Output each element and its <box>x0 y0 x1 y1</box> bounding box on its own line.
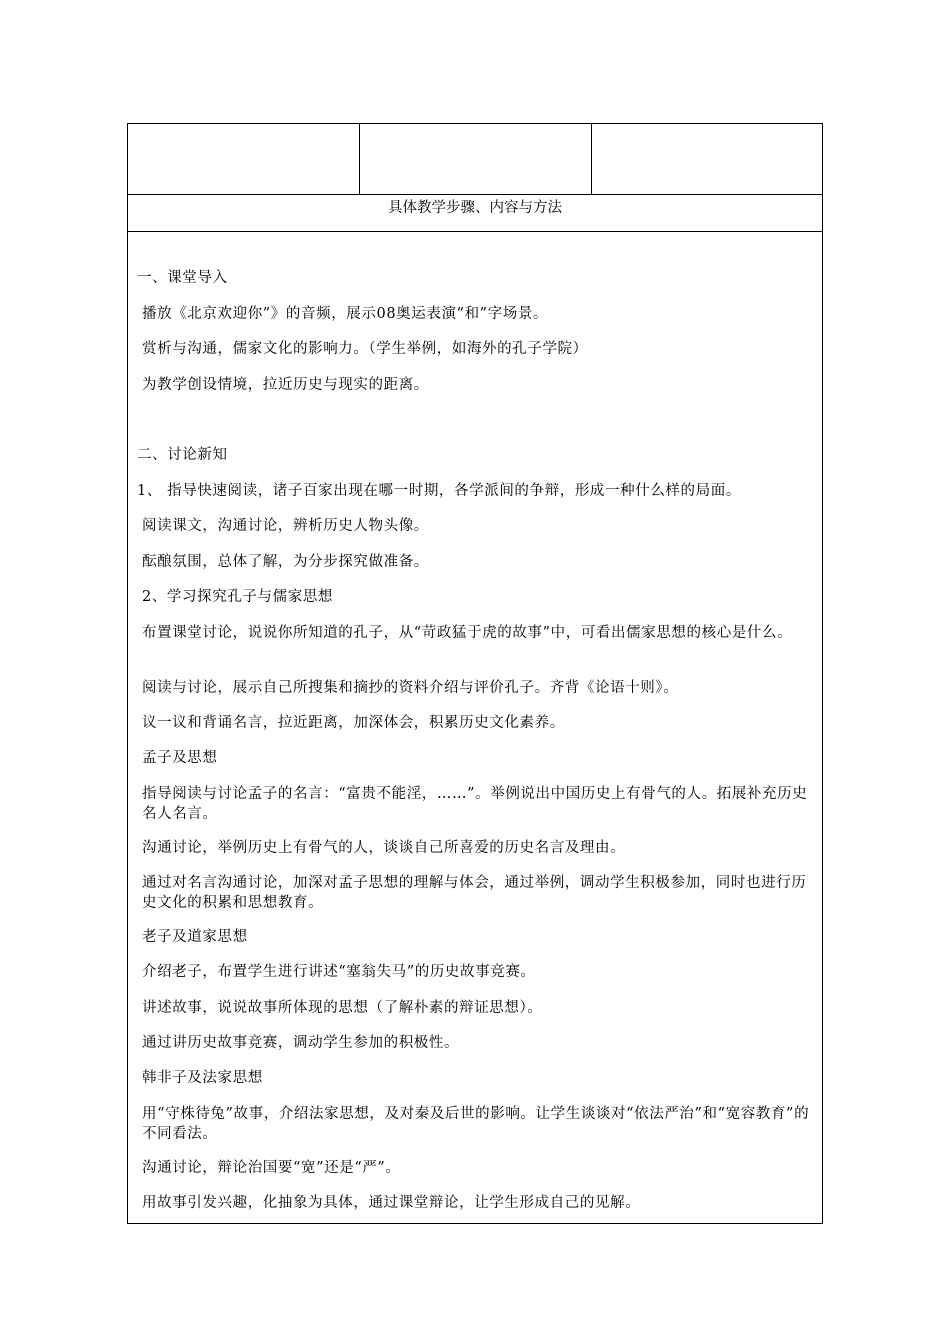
lesson-plan-table <box>127 123 823 1224</box>
subheading-laozi: 老子及道家思想 <box>142 929 248 945</box>
empty-cell-1 <box>128 124 360 194</box>
empty-cell-2 <box>360 124 592 194</box>
paragraph: 布置课堂讨论，说说你所知道的孔子，从“苛政猛于虎的故事”中，可看出儒家思想的核心是什么。 <box>142 625 793 641</box>
paragraph: 阅读课文，沟通讨论，辨析历史人物头像。 <box>142 518 429 534</box>
paragraph: 阅读与讨论，展示自己所搜集和摘抄的资料介绍与评价孔子。齐背《论语十则》。 <box>142 680 679 696</box>
section-header: 具体教学步骤、内容与方法 <box>128 195 822 232</box>
paragraph: 用“守株待兔”故事，介绍法家思想，及对秦及后世的影响。让学生谈谈对“依法严治”和“宽容教育”的不同看法。 <box>142 1106 810 1142</box>
paragraph: 讲述故事，说说故事所体现的思想（了解朴素的辩证思想）。 <box>142 1000 543 1016</box>
subheading-confucius: 2、学习探究孔子与儒家思想 <box>142 589 334 605</box>
paragraph: 议一议和背诵名言，拉近距离，加深体会，积累历史文化素养。 <box>142 715 565 731</box>
subheading-hanfeizi: 韩非子及法家思想 <box>142 1070 263 1086</box>
paragraph: 通过讲历史故事竞赛，调动学生参加的积极性。 <box>142 1035 460 1051</box>
heading-discussion: 二、讨论新知 <box>137 447 228 463</box>
heading-class-intro: 一、课堂导入 <box>137 270 228 286</box>
paragraph: 酝酿氛围，总体了解，为分步探究做准备。 <box>142 554 429 570</box>
paragraph: 播放《北京欢迎你”》的音频，展示08奥运表演“和”字场景。 <box>142 306 549 322</box>
paragraph: 1、 指导快速阅读，诸子百家出现在哪一时期，各学派间的争辩，形成一种什么样的局面。 <box>137 483 741 499</box>
paragraph: 通过对名言沟通讨论，加深对孟子思想的理解与体会，通过举例，调动学生积极参加，同时也进行历史文化的积累和思想教育。 <box>142 875 807 911</box>
paragraph: 沟通讨论，举例历史上有骨气的人，谈谈自己所喜爱的历史名言及理由。 <box>142 840 626 856</box>
paragraph: 介绍老子，布置学生进行讲述“塞翁失马”的历史故事竞赛。 <box>142 964 536 980</box>
paragraph: 指导阅读与讨论孟子的名言：“富贵不能淫，……”。举例说出中国历史上有骨气的人。拓展补充历史名人名言。 <box>142 786 808 822</box>
paragraph: 用故事引发兴趣，化抽象为具体，通过课堂辩论，让学生形成自己的见解。 <box>142 1195 641 1211</box>
table-top-row <box>128 124 822 195</box>
paragraph: 赏析与沟通，儒家文化的影响力。（学生举例，如海外的孔子学院） <box>142 341 588 357</box>
paragraph: 沟通讨论，辩论治国要“宽”还是“严”。 <box>142 1160 401 1176</box>
empty-cell-3 <box>592 124 822 194</box>
paragraph: 为教学创设情境，拉近历史与现实的距离。 <box>142 377 429 393</box>
subheading-mencius: 孟子及思想 <box>142 750 218 766</box>
